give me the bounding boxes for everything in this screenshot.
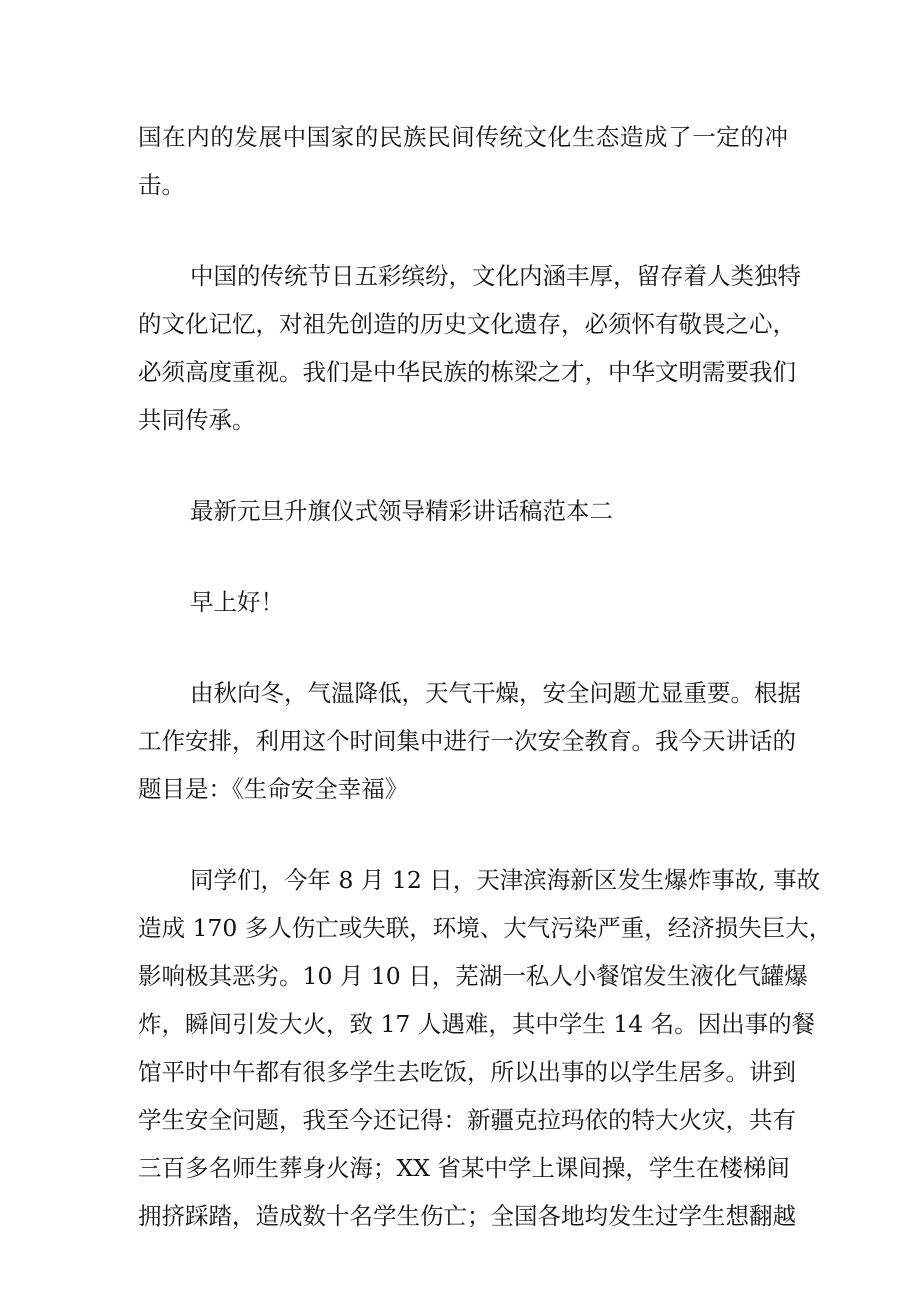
- text-line: 同学们，今年 8 月 12 日，天津滨海新区发生爆炸事故, 事故: [190, 866, 821, 894]
- text-line: 击。: [138, 171, 185, 199]
- paragraph-1: [138, 113, 788, 209]
- paragraph-5: [138, 669, 801, 813]
- text-line: 必须高度重视。我们是中华民族的栋梁之才，中华文明需要我们: [138, 358, 796, 386]
- text-line: 的文化记忆，对祖先创造的历史文化遗存，必须怀有敬畏之心，: [138, 310, 796, 338]
- text-line: 三百多名师生葬身火海；XX 省某中学上课间操，学生在楼梯间: [138, 1154, 790, 1182]
- text-line: 工作安排，利用这个时间集中进行一次安全教育。我今天讲话的: [138, 727, 796, 755]
- text-line: 影响极其恶劣。10 月 10 日，芜湖一私人小餐馆发生液化气罐爆: [138, 962, 808, 990]
- text-line: 题目是：《生命安全幸福》: [138, 775, 409, 803]
- text-line: 早上好！: [190, 588, 284, 616]
- text-line: 造成 170 多人伤亡或失联，环境、大气污染严重，经济损失巨大，: [138, 914, 833, 942]
- text-line: 由秋向冬，气温降低，天气干燥，安全问题尤显重要。根据: [190, 679, 801, 707]
- text-line: 学生安全问题，我至今还记得：新疆克拉玛依的特大火灾，共有: [138, 1106, 796, 1134]
- text-line: 炸，瞬间引发大火，致 17 人遇难，其中学生 14 名。因出事的餐: [138, 1010, 816, 1038]
- paragraph-2: [138, 252, 801, 444]
- text-line: 拥挤踩踏，造成数十名学生伤亡；全国各地均发生过学生想翻越: [138, 1202, 796, 1230]
- document-body: [138, 113, 833, 1283]
- greeting: [138, 578, 788, 626]
- text-line: 中国的传统节日五彩缤纷，文化内涵丰厚，留存着人类独特: [190, 262, 801, 290]
- text-line: 国在内的发展中国家的民族民间传统文化生态造成了一定的冲: [138, 123, 788, 151]
- paragraph-6: [138, 856, 833, 1240]
- section-heading: [138, 487, 788, 535]
- heading-line: 最新元旦升旗仪式领导精彩讲话稿范本二: [190, 497, 613, 525]
- text-line: 馆平时中午都有很多学生去吃饭，所以出事的以学生居多。讲到: [138, 1058, 796, 1086]
- text-line: 共同传承。: [138, 406, 256, 434]
